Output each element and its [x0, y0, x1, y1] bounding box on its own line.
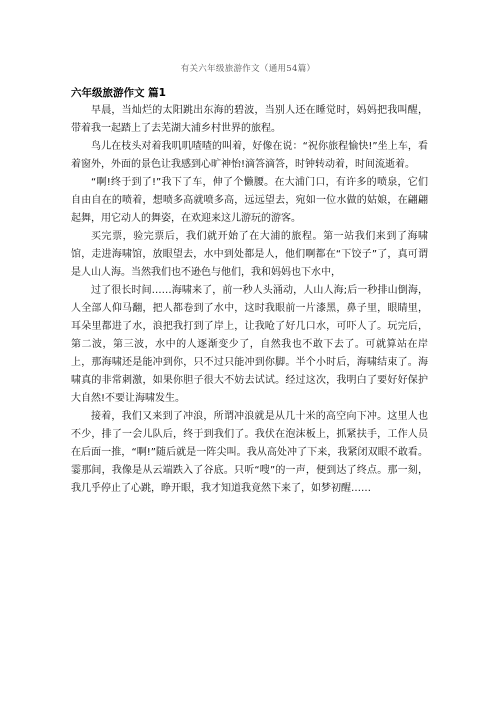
- paragraph: “啊!终于到了!”我下了车，伸了个懒腰。在大浦门口，有许多的喷泉，它们自由自在的喷着，想喷多高就喷多高，远远望去，宛如一位水做的姑娘，在翩翩起舞，用它动人的舞姿，在欢迎来这儿游玩的游客。: [71, 177, 428, 224]
- article-title: 六年级旅游作文 篇1: [71, 87, 166, 99]
- paragraph: 早晨，当灿烂的太阳跳出东海的碧波，当别人还在睡觉时，妈妈把我叫醒，带着我一起踏上了去芜湖大浦乡村世界的旅程。: [71, 105, 428, 134]
- running-header: 有关六年级旅游作文（通用54篇）: [180, 64, 316, 74]
- article-body: [71, 84, 428, 498]
- paragraph: 买完票，验完票后，我们就开始了在大浦的旅程。第一站我们来到了海啸馆，走进海啸馆，放眼望去，水中到处都是人，他们啊都在“下饺子”了，真可谓是人山人海。当然我们也不逊色与他们，我和妈妈也下水中，: [71, 231, 428, 278]
- paragraph: 过了很长时间……海啸来了，前一秒人头涌动，人山人海;后一秒排山倒海，人全部人仰马翻，把人都卷到了水中，这时我眼前一片漆黑，鼻子里，眼睛里，耳朵里都进了水，浪把我打到了岸上，让我呛了好几口水，可吓人了。玩完后，第二波，第三波，水中的人逐渐变少了，自然我也不敢下去了。可就算站在岸上，那海啸还是能冲到你，只不过只能冲到你脚。半个小时后，海啸结束了。海啸真的非常刺激，如果你胆子很大不妨去试试。经过这次，我明白了要好好保护大自然!不要让海啸发生。: [71, 285, 428, 404]
- paragraph: 鸟儿在枝头对着我叽叽喳喳的叫着，好像在说：“祝你旅程愉快!”坐上车，看着窗外，外面的景色让我感到心旷神怡!滴答滴答，时钟转动着，时间流逝着。: [71, 141, 428, 170]
- paragraph: 接着，我们又来到了冲浪，所谓冲浪就是从几十米的高空向下冲。这里人也不少，排了一会儿队后，终于到我们了。我伏在泡沫板上，抓紧扶手，工作人员在后面一推，“啊!”随后就是一阵尖叫。我从高处冲了下来，我紧闭双眼不敢看。霎那间，我像是从云端跌入了谷底。只听“嗖”的一声，便到达了终点。那一刻，我几乎停止了心跳，睁开眼，我才知道我竟然下来了，如梦初醒……: [71, 411, 428, 494]
